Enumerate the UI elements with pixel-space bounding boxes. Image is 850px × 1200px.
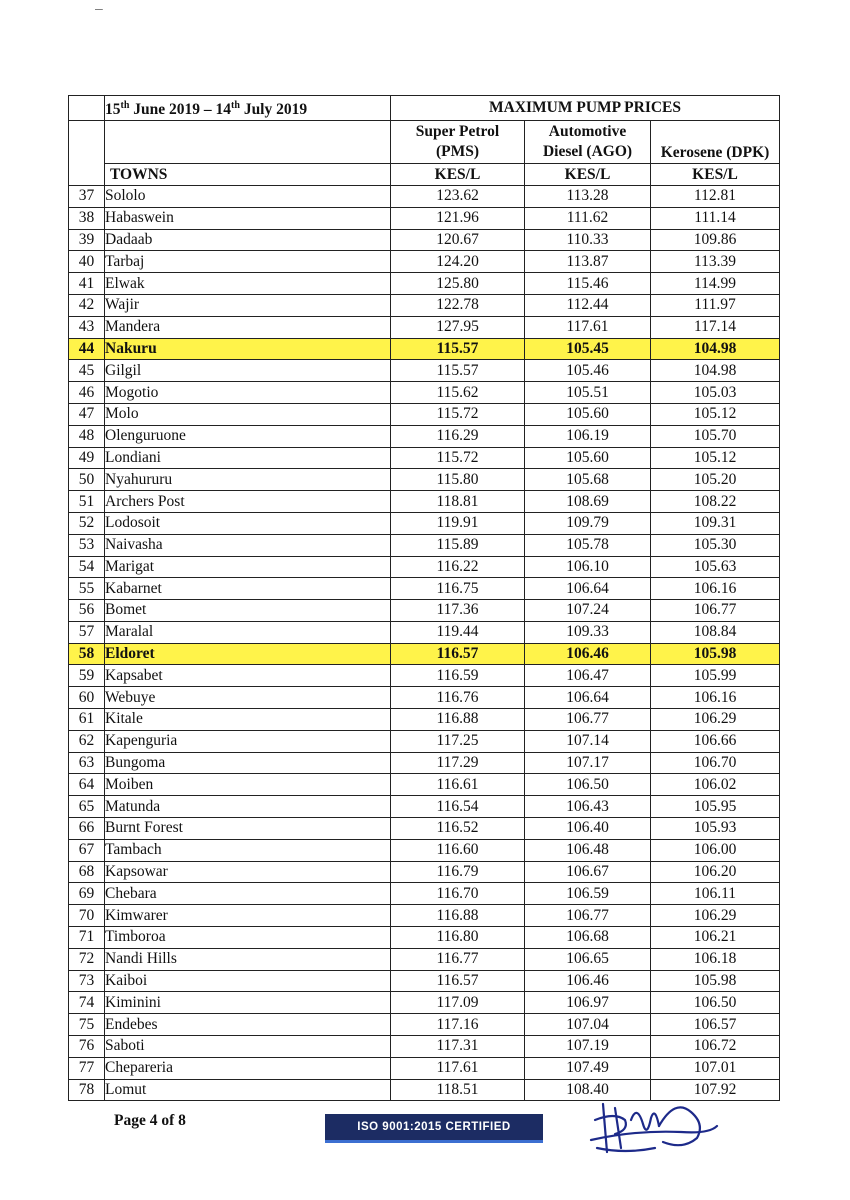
town-name-cell: Matunda	[105, 796, 391, 818]
dpk-price-cell: 105.99	[651, 665, 780, 687]
pms-price-cell: 116.22	[391, 556, 525, 578]
town-name-cell: Nandi Hills	[105, 948, 391, 970]
dpk-price-cell: 106.57	[651, 1014, 780, 1036]
pms-price-cell: 116.75	[391, 578, 525, 600]
period-label: 15th June 2019 – 14th July 2019	[105, 96, 391, 121]
dpk-price-cell: 104.98	[651, 338, 780, 360]
ago-price-cell: 106.77	[525, 709, 651, 731]
pms-price-cell: 121.96	[391, 207, 525, 229]
dpk-price-cell: 111.97	[651, 294, 780, 316]
row-number-cell: 69	[69, 883, 105, 905]
ago-price-cell: 106.46	[525, 970, 651, 992]
pump-prices-table	[68, 95, 780, 1101]
row-number-cell: 77	[69, 1057, 105, 1079]
pms-price-cell: 116.54	[391, 796, 525, 818]
pms-price-cell: 122.78	[391, 294, 525, 316]
table-row	[69, 905, 780, 927]
town-name-cell: Kiminini	[105, 992, 391, 1014]
town-name-cell: Gilgil	[105, 360, 391, 382]
ago-price-cell: 106.19	[525, 425, 651, 447]
row-number-cell: 78	[69, 1079, 105, 1101]
table-row	[69, 382, 780, 404]
table-row	[69, 273, 780, 295]
town-name-cell: Archers Post	[105, 491, 391, 513]
table-row	[69, 643, 780, 665]
town-name-cell: Kimwarer	[105, 905, 391, 927]
town-name-cell: Endebes	[105, 1014, 391, 1036]
table-row	[69, 469, 780, 491]
table-row	[69, 796, 780, 818]
row-number-cell: 51	[69, 491, 105, 513]
ago-price-cell: 110.33	[525, 229, 651, 251]
pms-price-cell: 116.88	[391, 905, 525, 927]
ago-price-cell: 111.62	[525, 207, 651, 229]
town-name-cell: Naivasha	[105, 534, 391, 556]
row-number-cell: 60	[69, 687, 105, 709]
ago-price-cell: 109.79	[525, 512, 651, 534]
table-row	[69, 1057, 780, 1079]
town-name-cell: Elwak	[105, 273, 391, 295]
ago-price-cell: 106.97	[525, 992, 651, 1014]
ago-price-cell: 105.60	[525, 447, 651, 469]
col-header-ago: Automotive Diesel (AGO)	[525, 121, 651, 164]
table-row	[69, 425, 780, 447]
town-name-cell: Nyahururu	[105, 469, 391, 491]
dpk-price-cell: 105.20	[651, 469, 780, 491]
unit-dpk: KES/L	[651, 164, 780, 186]
table-row	[69, 665, 780, 687]
dpk-price-cell: 114.99	[651, 273, 780, 295]
page-number: Page 4 of 8	[114, 1112, 186, 1129]
dpk-price-cell: 111.14	[651, 207, 780, 229]
ago-price-cell: 107.49	[525, 1057, 651, 1079]
unit-ago: KES/L	[525, 164, 651, 186]
dpk-price-cell: 106.20	[651, 861, 780, 883]
pms-price-cell: 119.91	[391, 512, 525, 534]
pms-price-cell: 117.31	[391, 1036, 525, 1058]
row-number-cell: 37	[69, 185, 105, 207]
table-row	[69, 251, 780, 273]
ago-price-cell: 106.50	[525, 774, 651, 796]
table-row	[69, 752, 780, 774]
ago-price-cell: 108.40	[525, 1079, 651, 1101]
dpk-price-cell: 113.39	[651, 251, 780, 273]
town-name-cell: Molo	[105, 403, 391, 425]
pms-price-cell: 115.72	[391, 447, 525, 469]
dpk-price-cell: 109.86	[651, 229, 780, 251]
ago-price-cell: 117.61	[525, 316, 651, 338]
ago-price-cell: 113.28	[525, 185, 651, 207]
dpk-price-cell: 106.77	[651, 600, 780, 622]
table-row	[69, 948, 780, 970]
table-row	[69, 839, 780, 861]
header-blank-cell	[105, 121, 391, 164]
town-name-cell: Eldoret	[105, 643, 391, 665]
max-pump-prices-heading: MAXIMUM PUMP PRICES	[391, 96, 780, 121]
town-name-cell: Tarbaj	[105, 251, 391, 273]
ago-price-cell: 107.17	[525, 752, 651, 774]
town-name-cell: Kapsowar	[105, 861, 391, 883]
header-row-products	[69, 121, 780, 164]
pms-price-cell: 124.20	[391, 251, 525, 273]
row-number-cell: 42	[69, 294, 105, 316]
ago-price-cell: 107.04	[525, 1014, 651, 1036]
table-row	[69, 861, 780, 883]
row-number-cell: 75	[69, 1014, 105, 1036]
header-blank-cell	[69, 121, 105, 186]
table-row	[69, 709, 780, 731]
table-row	[69, 818, 780, 840]
pms-price-cell: 117.09	[391, 992, 525, 1014]
table-row	[69, 403, 780, 425]
col-header-dpk: Kerosene (DPK)	[651, 121, 780, 164]
dpk-price-cell: 106.00	[651, 839, 780, 861]
pms-price-cell: 119.44	[391, 621, 525, 643]
table-row	[69, 578, 780, 600]
dpk-price-cell: 108.22	[651, 491, 780, 513]
table-row	[69, 970, 780, 992]
ago-price-cell: 108.69	[525, 491, 651, 513]
row-number-cell: 64	[69, 774, 105, 796]
pms-price-cell: 115.80	[391, 469, 525, 491]
town-name-cell: Maralal	[105, 621, 391, 643]
row-number-cell: 65	[69, 796, 105, 818]
dpk-price-cell: 105.63	[651, 556, 780, 578]
town-name-cell: Tambach	[105, 839, 391, 861]
town-name-cell: Londiani	[105, 447, 391, 469]
town-name-cell: Moiben	[105, 774, 391, 796]
dpk-price-cell: 105.98	[651, 643, 780, 665]
dpk-price-cell: 107.01	[651, 1057, 780, 1079]
town-name-cell: Burnt Forest	[105, 818, 391, 840]
row-number-cell: 67	[69, 839, 105, 861]
town-name-cell: Kapenguria	[105, 730, 391, 752]
ago-price-cell: 107.14	[525, 730, 651, 752]
pms-price-cell: 115.57	[391, 360, 525, 382]
row-number-cell: 59	[69, 665, 105, 687]
ago-price-cell: 106.43	[525, 796, 651, 818]
row-number-cell: 39	[69, 229, 105, 251]
pms-price-cell: 117.25	[391, 730, 525, 752]
towns-label: TOWNS	[105, 164, 391, 186]
dpk-price-cell: 117.14	[651, 316, 780, 338]
pms-price-cell: 118.51	[391, 1079, 525, 1101]
ago-price-cell: 106.48	[525, 839, 651, 861]
dpk-price-cell: 112.81	[651, 185, 780, 207]
ago-price-cell: 107.19	[525, 1036, 651, 1058]
table-row	[69, 1036, 780, 1058]
town-name-cell: Kaiboi	[105, 970, 391, 992]
town-name-cell: Olenguruone	[105, 425, 391, 447]
pms-price-cell: 118.81	[391, 491, 525, 513]
dpk-price-cell: 106.16	[651, 687, 780, 709]
pms-price-cell: 116.76	[391, 687, 525, 709]
pms-price-cell: 116.80	[391, 927, 525, 949]
dpk-price-cell: 105.12	[651, 403, 780, 425]
table-row	[69, 730, 780, 752]
pms-price-cell: 116.57	[391, 643, 525, 665]
town-name-cell: Bomet	[105, 600, 391, 622]
pms-price-cell: 127.95	[391, 316, 525, 338]
row-number-cell: 52	[69, 512, 105, 534]
dpk-price-cell: 105.12	[651, 447, 780, 469]
town-name-cell: Wajir	[105, 294, 391, 316]
row-number-cell: 54	[69, 556, 105, 578]
row-number-cell: 43	[69, 316, 105, 338]
table-row	[69, 294, 780, 316]
dpk-price-cell: 105.03	[651, 382, 780, 404]
pms-price-cell: 115.89	[391, 534, 525, 556]
dpk-price-cell: 106.72	[651, 1036, 780, 1058]
pms-price-cell: 116.79	[391, 861, 525, 883]
dpk-price-cell: 105.93	[651, 818, 780, 840]
dpk-price-cell: 107.92	[651, 1079, 780, 1101]
ago-price-cell: 115.46	[525, 273, 651, 295]
pms-price-cell: 116.77	[391, 948, 525, 970]
header-row-period	[69, 96, 780, 121]
town-name-cell: Marigat	[105, 556, 391, 578]
table-row	[69, 447, 780, 469]
dpk-price-cell: 105.70	[651, 425, 780, 447]
table-row	[69, 207, 780, 229]
row-number-cell: 73	[69, 970, 105, 992]
dpk-price-cell: 106.29	[651, 709, 780, 731]
ago-price-cell: 113.87	[525, 251, 651, 273]
table-row	[69, 621, 780, 643]
ago-price-cell: 106.65	[525, 948, 651, 970]
table-row	[69, 774, 780, 796]
ago-price-cell: 106.64	[525, 687, 651, 709]
pms-price-cell: 116.60	[391, 839, 525, 861]
row-number-cell: 41	[69, 273, 105, 295]
top-dash-mark: –	[95, 0, 103, 16]
ago-price-cell: 105.51	[525, 382, 651, 404]
row-number-cell: 58	[69, 643, 105, 665]
table-row	[69, 534, 780, 556]
ago-price-cell: 106.40	[525, 818, 651, 840]
row-number-cell: 76	[69, 1036, 105, 1058]
town-name-cell: Kapsabet	[105, 665, 391, 687]
ago-price-cell: 106.68	[525, 927, 651, 949]
dpk-price-cell: 104.98	[651, 360, 780, 382]
row-number-cell: 61	[69, 709, 105, 731]
pms-price-cell: 116.52	[391, 818, 525, 840]
pms-price-cell: 116.61	[391, 774, 525, 796]
table-row	[69, 316, 780, 338]
ago-price-cell: 106.67	[525, 861, 651, 883]
ago-price-cell: 105.68	[525, 469, 651, 491]
unit-pms: KES/L	[391, 164, 525, 186]
town-name-cell: Sololo	[105, 185, 391, 207]
row-number-cell: 46	[69, 382, 105, 404]
pms-price-cell: 117.16	[391, 1014, 525, 1036]
table-row	[69, 1014, 780, 1036]
town-name-cell: Lomut	[105, 1079, 391, 1101]
dpk-price-cell: 108.84	[651, 621, 780, 643]
pms-price-cell: 115.72	[391, 403, 525, 425]
town-name-cell: Timboroa	[105, 927, 391, 949]
ago-price-cell: 106.47	[525, 665, 651, 687]
town-name-cell: Chebara	[105, 883, 391, 905]
pms-price-cell: 120.67	[391, 229, 525, 251]
table-row	[69, 927, 780, 949]
table-row	[69, 512, 780, 534]
table-row	[69, 556, 780, 578]
ago-price-cell: 106.10	[525, 556, 651, 578]
iso-certified-badge: ISO 9001:2015 CERTIFIED	[325, 1114, 543, 1143]
table-row	[69, 883, 780, 905]
row-number-cell: 57	[69, 621, 105, 643]
dpk-price-cell: 109.31	[651, 512, 780, 534]
dpk-price-cell: 105.98	[651, 970, 780, 992]
row-number-cell: 62	[69, 730, 105, 752]
row-number-cell: 53	[69, 534, 105, 556]
row-number-cell: 40	[69, 251, 105, 273]
ago-price-cell: 106.46	[525, 643, 651, 665]
table-row	[69, 491, 780, 513]
row-number-cell: 38	[69, 207, 105, 229]
row-number-cell: 70	[69, 905, 105, 927]
pms-price-cell: 116.29	[391, 425, 525, 447]
dpk-price-cell: 106.16	[651, 578, 780, 600]
table-row	[69, 338, 780, 360]
row-number-cell: 68	[69, 861, 105, 883]
town-name-cell: Chepareria	[105, 1057, 391, 1079]
ago-price-cell: 106.64	[525, 578, 651, 600]
ago-price-cell: 112.44	[525, 294, 651, 316]
row-number-cell: 44	[69, 338, 105, 360]
ago-price-cell: 106.77	[525, 905, 651, 927]
row-number-cell: 56	[69, 600, 105, 622]
dpk-price-cell: 105.95	[651, 796, 780, 818]
town-name-cell: Mogotio	[105, 382, 391, 404]
row-number-cell: 74	[69, 992, 105, 1014]
ago-price-cell: 106.59	[525, 883, 651, 905]
dpk-price-cell: 105.30	[651, 534, 780, 556]
town-name-cell: Bungoma	[105, 752, 391, 774]
table-row	[69, 229, 780, 251]
pms-price-cell: 116.57	[391, 970, 525, 992]
ago-price-cell: 105.46	[525, 360, 651, 382]
row-number-cell: 49	[69, 447, 105, 469]
town-name-cell: Habaswein	[105, 207, 391, 229]
table-row	[69, 992, 780, 1014]
dpk-price-cell: 106.29	[651, 905, 780, 927]
row-number-cell: 72	[69, 948, 105, 970]
dpk-price-cell: 106.21	[651, 927, 780, 949]
dpk-price-cell: 106.50	[651, 992, 780, 1014]
row-number-cell: 48	[69, 425, 105, 447]
town-name-cell: Lodosoit	[105, 512, 391, 534]
header-blank-cell	[69, 96, 105, 121]
col-header-pms: Super Petrol (PMS)	[391, 121, 525, 164]
town-name-cell: Nakuru	[105, 338, 391, 360]
town-name-cell: Saboti	[105, 1036, 391, 1058]
pms-price-cell: 116.59	[391, 665, 525, 687]
town-name-cell: Mandera	[105, 316, 391, 338]
table-row	[69, 600, 780, 622]
dpk-price-cell: 106.66	[651, 730, 780, 752]
dpk-price-cell: 106.18	[651, 948, 780, 970]
town-name-cell: Kabarnet	[105, 578, 391, 600]
row-number-cell: 45	[69, 360, 105, 382]
pms-price-cell: 115.57	[391, 338, 525, 360]
ago-price-cell: 109.33	[525, 621, 651, 643]
pms-price-cell: 123.62	[391, 185, 525, 207]
dpk-price-cell: 106.02	[651, 774, 780, 796]
town-name-cell: Webuye	[105, 687, 391, 709]
row-number-cell: 63	[69, 752, 105, 774]
row-number-cell: 55	[69, 578, 105, 600]
ago-price-cell: 107.24	[525, 600, 651, 622]
pms-price-cell: 116.70	[391, 883, 525, 905]
pms-price-cell: 117.29	[391, 752, 525, 774]
pms-price-cell: 115.62	[391, 382, 525, 404]
pms-price-cell: 117.61	[391, 1057, 525, 1079]
ago-price-cell: 105.78	[525, 534, 651, 556]
handwritten-signature	[585, 1090, 725, 1162]
pms-price-cell: 116.88	[391, 709, 525, 731]
header-row-units	[69, 164, 780, 186]
ago-price-cell: 105.45	[525, 338, 651, 360]
table-row	[69, 360, 780, 382]
table-row	[69, 185, 780, 207]
pms-price-cell: 125.80	[391, 273, 525, 295]
row-number-cell: 50	[69, 469, 105, 491]
ago-price-cell: 105.60	[525, 403, 651, 425]
row-number-cell: 47	[69, 403, 105, 425]
dpk-price-cell: 106.11	[651, 883, 780, 905]
row-number-cell: 66	[69, 818, 105, 840]
town-name-cell: Dadaab	[105, 229, 391, 251]
dpk-price-cell: 106.70	[651, 752, 780, 774]
pms-price-cell: 117.36	[391, 600, 525, 622]
row-number-cell: 71	[69, 927, 105, 949]
table-row	[69, 687, 780, 709]
town-name-cell: Kitale	[105, 709, 391, 731]
